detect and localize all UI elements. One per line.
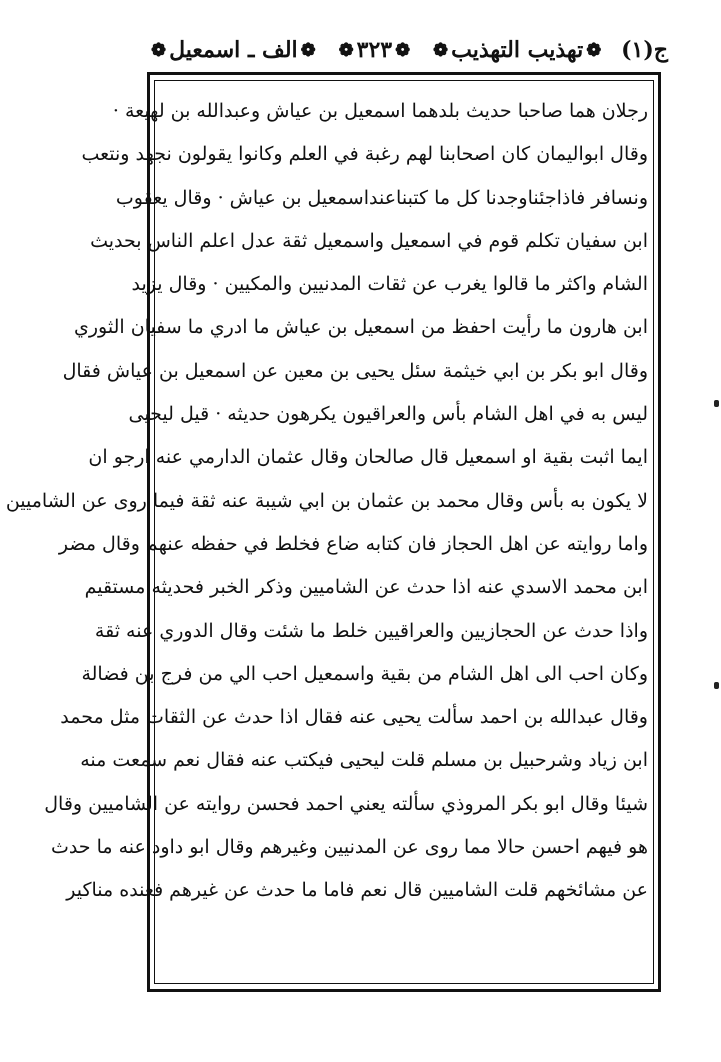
text-line: وقال ابواليمان كان اصحابنا لهم رغبة في العلم وكانوا يقولون نجهد ونتعب <box>81 143 648 166</box>
text-line: ابن محمد الاسدي عنه اذا حدث عن الشاميين وذكر الخبر فحديثه مستقيم <box>84 576 648 599</box>
body-text <box>5 90 648 980</box>
scan-speck <box>714 400 719 407</box>
flower-ornament-icon: ❁ <box>338 39 354 61</box>
text-line: وقال عبدالله بن احمد سألت يحيى عنه فقال اذا حدث عن الثقات مثل محمد <box>60 706 648 729</box>
text-line: وكان احب الى اهل الشام من بقية واسمعيل احب الي من فرج بن فضالة <box>81 662 648 685</box>
text-line: الشام واكثر ما قالوا يغرب عن ثقات المدنيين والمكيين · وقال يزيد <box>131 273 648 296</box>
text-line: ابن هارون ما رأيت احفظ من اسمعيل بن عياش ما ادري ما سفيان الثوري <box>74 316 648 339</box>
page-number: ٣٢٣ <box>356 37 393 63</box>
text-line: ليس به في اهل الشام بأس والعراقيون يكرهون حديثه · قيل ليحيى <box>128 403 648 426</box>
header-book-title-group <box>430 37 604 63</box>
scan-speck <box>714 682 719 689</box>
text-line: عن مشائخهم قلت الشاميين قال نعم فاما ما حدث عن غيرهم فعنده مناكير <box>66 879 648 902</box>
text-line: ونسافر فاذاجئناوجدنا كل ما كتبناعنداسمعيل بن عياش · وقال يعقوب <box>115 186 648 209</box>
header-page-group <box>336 37 414 63</box>
text-line: شيئا وقال ابو بكر المروذي سألته يعني احمد فحسن روايته عن الشاميين وقال <box>44 792 648 815</box>
flower-ornament-icon: ❁ <box>151 39 167 61</box>
text-line: لا يكون به بأس وقال محمد بن عثمان بن ابي شيبة عنه ثقة فيما روى عن الشاميين <box>5 489 648 512</box>
text-line: واما روايته عن اهل الحجاز فان كتابه ضاع فخلط في حفظه عنهم وقال مضر <box>58 532 648 555</box>
text-line: ايما اثبت بقية او اسمعيل قال صالحان وقال عثمان الدارمي عنه ارجو ان <box>88 446 648 469</box>
text-line: رجلان هما صاحبا حديث بلدهما اسمعيل بن عياش وعبدالله بن لهيعة · <box>112 100 648 122</box>
text-line: ابن زياد وشرحبيل بن مسلم قلت ليحيى فيكتب عنه فقال نعم سمعت منه <box>80 749 648 772</box>
page-header <box>148 28 668 72</box>
flower-ornament-icon: ❁ <box>395 39 411 61</box>
text-line: واذا حدث عن الحجازيين والعراقيين خلط ما شئت وقال الدوري عنه ثقة <box>94 619 648 642</box>
section-title: الف ـ اسمعيل <box>169 37 298 63</box>
text-line: ابن سفيان تكلم قوم في اسمعيل واسمعيل ثقة عدل اعلم الناس بحديث <box>90 229 648 252</box>
flower-ornament-icon: ❁ <box>300 39 316 61</box>
book-title: تهذيب التهذيب <box>451 37 584 63</box>
text-line: هو فيهم احسن حالا مما روى عن المدنيين وغيرهم وقال ابو داود عنه ما حدث <box>50 836 648 859</box>
header-section-group <box>148 37 319 63</box>
text-line: وقال ابو بكر بن ابي خيثمة سئل يحيى بن معين عن اسمعيل بن عياش فقال <box>62 359 648 382</box>
volume-marker: ج(١) <box>621 37 668 63</box>
flower-ornament-icon: ❁ <box>586 39 602 61</box>
flower-ornament-icon: ❁ <box>433 39 449 61</box>
